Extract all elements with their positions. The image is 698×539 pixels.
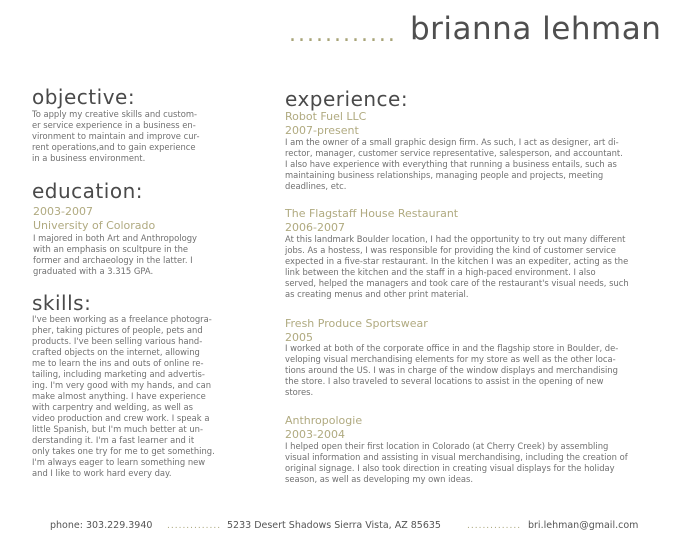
education-years: 2003-2007 — [33, 205, 93, 218]
job-company: The Flagstaff House Restaurant — [285, 207, 459, 220]
education-heading: education: — [32, 179, 143, 203]
job-company: Fresh Produce Sportswear — [285, 317, 428, 330]
job-years: 2005 — [285, 331, 313, 344]
footer — [0, 519, 698, 533]
job-description: I am the owner of a small graphic design firm. As such, I act as designer, art di- rector, manager, customer service representative, salesperson, and accountant. I also have experience with everything that running a business entails, such as maintaining business relationships, managing people and projects, meeting deadlines, etc. — [285, 137, 623, 191]
skills-text: I've been working as a freelance photogra- pher, taking pictures of people, pets and products. I've been selling various hand- crafted objects on the internet, allowing me to learn the ins and outs of online re- tailing, including marketing and advertis- ing. I'm very good with my hands, and can make almost anything. I have experience with carpentry and welding, as well as video production and crew work. I speak a little Spanish, but I'm much better at un- derstanding it. I'm a fast learner and it only takes one try for me to get something. I'm always eager to learn something new and I like to work hard every day. — [32, 314, 215, 478]
objective-heading: objective: — [32, 85, 136, 109]
job-years: 2007-present — [285, 124, 359, 137]
job-years: 2006-2007 — [285, 221, 345, 234]
header-dots: ............ — [289, 22, 397, 47]
job-description: I worked at both of the corporate office in and the flagship store in Boulder, de- veloping visual merchandising elements for my store as well as the other loca- tions around the US. I was in charge of the window displays and merchandising the store. I also traveled to several locations to assist in the opening of new stores. — [285, 343, 619, 397]
job-company: Robot Fuel LLC — [285, 110, 367, 123]
footer-phone: phone: 303.229.3940 — [50, 520, 153, 531]
experience-heading: experience: — [285, 87, 409, 111]
objective-text: To apply my creative skills and custom- er service experience in a business en- vironment to maintain and improve cur- rent operations,and to gain experience in a business environment. — [32, 109, 200, 163]
footer-address: 5233 Desert Shadows Sierra Vista, AZ 85635 — [227, 520, 441, 531]
footer-dots: .............. — [167, 521, 222, 531]
footer-email: bri.lehman@gmail.com — [528, 520, 639, 531]
education-school: University of Colorado — [33, 219, 156, 232]
skills-heading: skills: — [32, 291, 92, 315]
header — [0, 10, 698, 50]
job-description: I helped open their first location in Colorado (at Cherry Creek) by assembling visual information and assisting in visual merchandising, including the creation of original signage. I also took direction in creating visual displays for the holiday season, as well as developing my own ideas. — [285, 441, 628, 484]
job-description: At this landmark Boulder location, I had the opportunity to try out many different jobs. As a hostess, I was responsible for providing the kind of customer service expected in a five-star restaurant. In the kitchen I was an expediter, acting as the link between the kitchen and the staff in a high-paced environment. I also served, helped the managers and took care of the restaurant's visual needs, such as creating menus and other print material. — [285, 234, 629, 299]
footer-dots: .............. — [467, 521, 522, 531]
applicant-name: brianna lehman — [410, 11, 662, 47]
job-company: Anthropologie — [285, 414, 363, 427]
job-years: 2003-2004 — [285, 428, 345, 441]
education-text: I majored in both Art and Anthropology with an emphasis on scultpure in the former and archaeology in the latter. I graduated with a 3.315 GPA. — [33, 233, 197, 276]
